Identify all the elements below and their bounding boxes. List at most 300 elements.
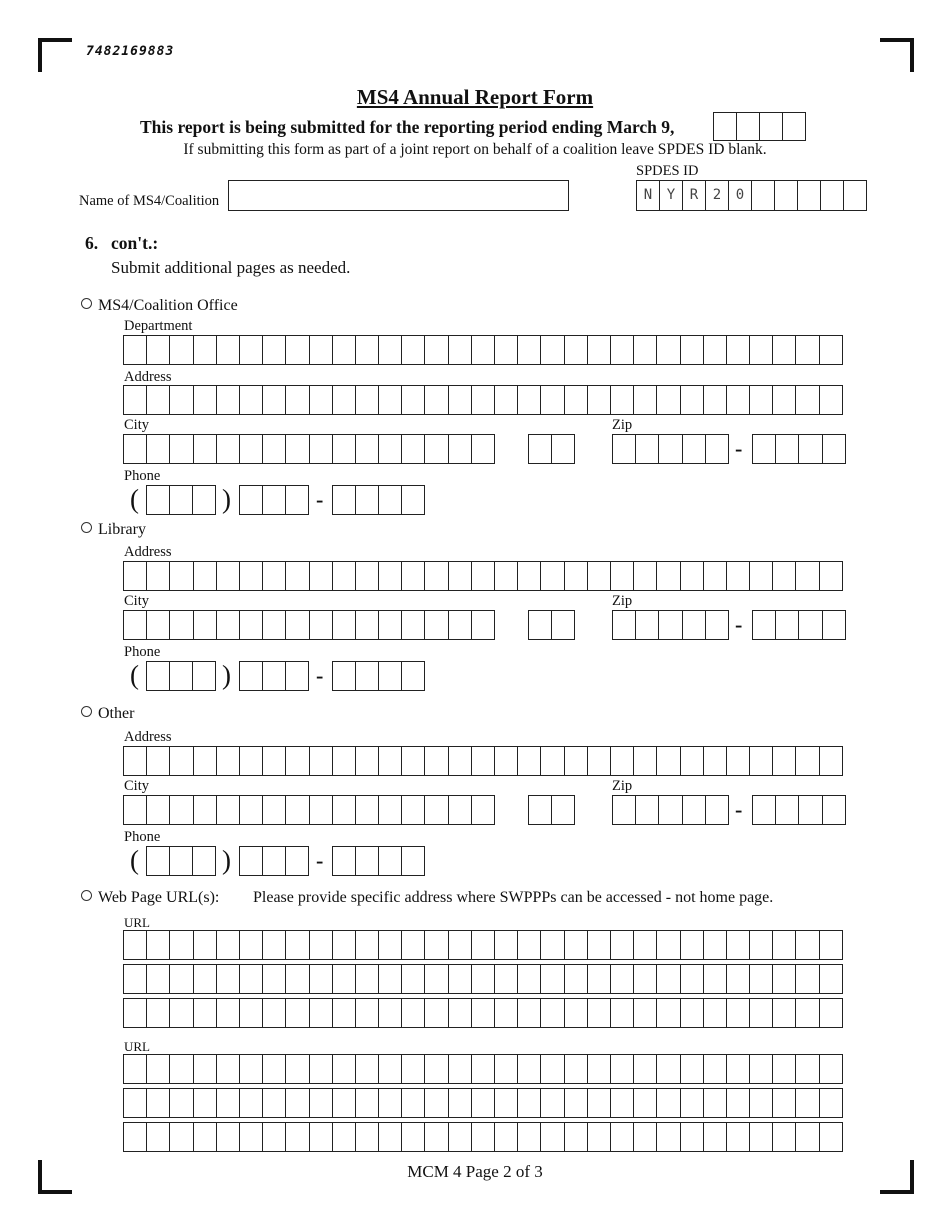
char-box[interactable] — [262, 930, 286, 960]
char-box[interactable] — [772, 1054, 796, 1084]
char-box[interactable] — [285, 998, 309, 1028]
char-box[interactable] — [401, 434, 425, 464]
char-box[interactable] — [726, 385, 750, 415]
char-box[interactable] — [146, 485, 170, 515]
char-box[interactable] — [612, 610, 636, 640]
char-box[interactable] — [262, 661, 286, 691]
char-box[interactable] — [332, 846, 356, 876]
char-box[interactable] — [819, 385, 843, 415]
char-box[interactable] — [772, 335, 796, 365]
char-box[interactable] — [332, 561, 356, 591]
char-box[interactable] — [239, 930, 263, 960]
char-box[interactable] — [656, 1088, 680, 1118]
char-box[interactable] — [169, 846, 193, 876]
char-box[interactable] — [401, 610, 425, 640]
char-box[interactable] — [749, 746, 773, 776]
char-box[interactable]: 2 — [705, 180, 729, 211]
char-box[interactable] — [355, 998, 379, 1028]
char-box[interactable] — [795, 335, 819, 365]
char-box[interactable] — [169, 964, 193, 994]
char-box[interactable] — [355, 561, 379, 591]
office-city-input[interactable] — [123, 434, 495, 464]
char-box[interactable] — [610, 930, 634, 960]
char-box[interactable] — [517, 998, 541, 1028]
char-box[interactable] — [610, 1054, 634, 1084]
char-box[interactable] — [795, 746, 819, 776]
char-box[interactable] — [772, 385, 796, 415]
char-box[interactable] — [424, 335, 448, 365]
char-box[interactable] — [378, 485, 402, 515]
char-box[interactable] — [540, 335, 564, 365]
char-box[interactable] — [239, 661, 263, 691]
other-radio[interactable] — [81, 706, 92, 717]
char-box[interactable] — [285, 1054, 309, 1084]
char-box[interactable] — [309, 561, 333, 591]
char-box[interactable] — [424, 746, 448, 776]
char-box[interactable] — [239, 1088, 263, 1118]
char-box[interactable] — [471, 795, 495, 825]
char-box[interactable] — [774, 180, 798, 211]
char-box[interactable] — [285, 1088, 309, 1118]
char-box[interactable] — [309, 610, 333, 640]
char-box[interactable] — [587, 998, 611, 1028]
char-box[interactable] — [285, 795, 309, 825]
char-box[interactable] — [798, 610, 822, 640]
char-box[interactable] — [705, 434, 729, 464]
char-box[interactable] — [285, 385, 309, 415]
char-box[interactable] — [680, 385, 704, 415]
char-box[interactable] — [819, 746, 843, 776]
char-box[interactable] — [551, 795, 575, 825]
char-box[interactable] — [820, 180, 844, 211]
char-box[interactable] — [795, 1088, 819, 1118]
char-box[interactable] — [309, 795, 333, 825]
char-box[interactable] — [378, 1088, 402, 1118]
char-box[interactable] — [658, 434, 682, 464]
char-box[interactable] — [169, 661, 193, 691]
char-box[interactable]: Y — [659, 180, 683, 211]
char-box[interactable] — [123, 964, 147, 994]
char-box[interactable] — [471, 434, 495, 464]
char-box[interactable] — [262, 1054, 286, 1084]
char-box[interactable] — [262, 964, 286, 994]
char-box[interactable] — [401, 661, 425, 691]
char-box[interactable] — [705, 610, 729, 640]
char-box[interactable] — [682, 610, 706, 640]
char-box[interactable] — [494, 1088, 518, 1118]
char-box[interactable] — [749, 1088, 773, 1118]
office-phone-prefix-input[interactable] — [239, 485, 309, 515]
char-box[interactable] — [517, 335, 541, 365]
char-box[interactable] — [703, 998, 727, 1028]
char-box[interactable] — [309, 385, 333, 415]
library-phone-line-input[interactable] — [332, 661, 425, 691]
char-box[interactable] — [424, 434, 448, 464]
char-box[interactable] — [517, 746, 541, 776]
char-box[interactable] — [332, 335, 356, 365]
char-box[interactable] — [471, 930, 495, 960]
char-box[interactable] — [123, 1054, 147, 1084]
library-option[interactable]: Library — [81, 521, 146, 539]
char-box[interactable] — [564, 964, 588, 994]
char-box[interactable] — [239, 795, 263, 825]
char-box[interactable] — [309, 930, 333, 960]
char-box[interactable] — [285, 434, 309, 464]
char-box[interactable] — [564, 561, 588, 591]
char-box[interactable] — [239, 1122, 263, 1152]
char-box[interactable] — [169, 561, 193, 591]
char-box[interactable] — [378, 964, 402, 994]
char-box[interactable] — [239, 1054, 263, 1084]
char-box[interactable] — [517, 1054, 541, 1084]
char-box[interactable] — [471, 1088, 495, 1118]
char-box[interactable] — [656, 746, 680, 776]
char-box[interactable] — [123, 335, 147, 365]
char-box[interactable] — [749, 561, 773, 591]
char-box[interactable] — [782, 112, 806, 141]
char-box[interactable] — [587, 964, 611, 994]
char-box[interactable] — [680, 746, 704, 776]
char-box[interactable] — [703, 1122, 727, 1152]
char-box[interactable] — [401, 998, 425, 1028]
char-box[interactable] — [775, 610, 799, 640]
char-box[interactable] — [680, 335, 704, 365]
char-box[interactable] — [726, 1054, 750, 1084]
char-box[interactable] — [146, 561, 170, 591]
char-box[interactable] — [587, 1122, 611, 1152]
char-box[interactable] — [656, 1122, 680, 1152]
char-box[interactable] — [680, 1088, 704, 1118]
char-box[interactable] — [610, 746, 634, 776]
char-box[interactable] — [193, 746, 217, 776]
char-box[interactable] — [635, 795, 659, 825]
library-zip-input[interactable] — [612, 610, 729, 640]
char-box[interactable] — [309, 1122, 333, 1152]
char-box[interactable] — [355, 846, 379, 876]
char-box[interactable] — [775, 795, 799, 825]
char-box[interactable] — [401, 930, 425, 960]
char-box[interactable] — [680, 930, 704, 960]
other-city-input[interactable] — [123, 795, 495, 825]
name-ms4-input[interactable] — [228, 180, 569, 211]
char-box[interactable] — [680, 998, 704, 1028]
char-box[interactable] — [262, 998, 286, 1028]
char-box[interactable] — [332, 1088, 356, 1118]
char-box[interactable] — [424, 385, 448, 415]
char-box[interactable] — [146, 335, 170, 365]
char-box[interactable] — [355, 795, 379, 825]
char-box[interactable] — [680, 1054, 704, 1084]
char-box[interactable] — [517, 385, 541, 415]
char-box[interactable] — [355, 661, 379, 691]
char-box[interactable] — [169, 335, 193, 365]
char-box[interactable] — [587, 1054, 611, 1084]
other-state-input[interactable] — [528, 795, 575, 825]
char-box[interactable] — [551, 610, 575, 640]
char-box[interactable] — [146, 1122, 170, 1152]
char-box[interactable] — [703, 964, 727, 994]
char-box[interactable] — [772, 964, 796, 994]
char-box[interactable] — [355, 1088, 379, 1118]
char-box[interactable] — [736, 112, 760, 141]
other-phone-line-input[interactable] — [332, 846, 425, 876]
char-box[interactable] — [540, 561, 564, 591]
char-box[interactable] — [749, 930, 773, 960]
char-box[interactable] — [772, 1122, 796, 1152]
char-box[interactable] — [819, 930, 843, 960]
char-box[interactable] — [772, 1088, 796, 1118]
char-box[interactable] — [355, 746, 379, 776]
char-box[interactable] — [795, 561, 819, 591]
char-box[interactable] — [797, 180, 821, 211]
web-option[interactable]: Web Page URL(s): — [81, 889, 219, 907]
char-box[interactable] — [610, 1088, 634, 1118]
char-box[interactable] — [680, 561, 704, 591]
char-box[interactable] — [285, 1122, 309, 1152]
char-box[interactable] — [378, 610, 402, 640]
char-box[interactable] — [355, 930, 379, 960]
char-box[interactable] — [332, 610, 356, 640]
char-box[interactable] — [193, 610, 217, 640]
char-box[interactable] — [540, 385, 564, 415]
char-box[interactable] — [726, 335, 750, 365]
char-box[interactable] — [656, 1054, 680, 1084]
char-box[interactable] — [332, 930, 356, 960]
char-box[interactable] — [123, 385, 147, 415]
char-box[interactable] — [587, 1088, 611, 1118]
char-box[interactable] — [424, 930, 448, 960]
char-box[interactable] — [610, 335, 634, 365]
char-box[interactable] — [795, 998, 819, 1028]
char-box[interactable] — [633, 746, 657, 776]
char-box[interactable] — [658, 795, 682, 825]
char-box[interactable] — [193, 998, 217, 1028]
char-box[interactable] — [795, 1122, 819, 1152]
char-box[interactable] — [239, 561, 263, 591]
char-box[interactable] — [448, 930, 472, 960]
char-box[interactable] — [705, 795, 729, 825]
char-box[interactable] — [355, 485, 379, 515]
char-box[interactable] — [726, 930, 750, 960]
char-box[interactable] — [564, 1122, 588, 1152]
char-box[interactable] — [193, 930, 217, 960]
char-box[interactable] — [726, 1088, 750, 1118]
char-box[interactable] — [633, 964, 657, 994]
char-box[interactable] — [169, 1088, 193, 1118]
char-box[interactable] — [494, 746, 518, 776]
char-box[interactable] — [355, 1122, 379, 1152]
char-box[interactable] — [169, 434, 193, 464]
char-box[interactable] — [169, 746, 193, 776]
char-box[interactable] — [471, 998, 495, 1028]
char-box[interactable] — [656, 385, 680, 415]
char-box[interactable] — [656, 561, 680, 591]
char-box[interactable] — [759, 112, 783, 141]
char-box[interactable] — [703, 930, 727, 960]
char-box[interactable] — [216, 998, 240, 1028]
char-box[interactable] — [123, 998, 147, 1028]
char-box[interactable] — [798, 795, 822, 825]
char-box[interactable] — [146, 1054, 170, 1084]
char-box[interactable] — [309, 434, 333, 464]
char-box[interactable] — [309, 1054, 333, 1084]
char-box[interactable] — [448, 964, 472, 994]
char-box[interactable] — [587, 930, 611, 960]
char-box[interactable] — [332, 1054, 356, 1084]
char-box[interactable] — [193, 335, 217, 365]
char-box[interactable] — [795, 385, 819, 415]
char-box[interactable] — [494, 561, 518, 591]
char-box[interactable] — [262, 434, 286, 464]
char-box[interactable] — [633, 1054, 657, 1084]
char-box[interactable] — [309, 335, 333, 365]
char-box[interactable] — [819, 561, 843, 591]
char-box[interactable] — [123, 1088, 147, 1118]
char-box[interactable] — [448, 1088, 472, 1118]
char-box[interactable] — [239, 434, 263, 464]
char-box[interactable] — [378, 661, 402, 691]
char-box[interactable] — [819, 998, 843, 1028]
char-box[interactable] — [123, 746, 147, 776]
char-box[interactable] — [192, 485, 216, 515]
char-box[interactable] — [494, 335, 518, 365]
char-box[interactable] — [332, 746, 356, 776]
char-box[interactable] — [751, 180, 775, 211]
char-box[interactable] — [528, 610, 552, 640]
char-box[interactable] — [726, 746, 750, 776]
char-box[interactable]: N — [636, 180, 660, 211]
char-box[interactable] — [262, 335, 286, 365]
char-box[interactable] — [123, 561, 147, 591]
char-box[interactable] — [703, 335, 727, 365]
char-box[interactable] — [633, 1088, 657, 1118]
char-box[interactable] — [822, 610, 846, 640]
char-box[interactable] — [355, 964, 379, 994]
char-box[interactable] — [448, 998, 472, 1028]
char-box[interactable] — [401, 385, 425, 415]
char-box[interactable] — [448, 335, 472, 365]
char-box[interactable] — [713, 112, 737, 141]
other-zip-input[interactable] — [612, 795, 729, 825]
char-box[interactable] — [262, 1122, 286, 1152]
char-box[interactable] — [216, 930, 240, 960]
char-box[interactable] — [448, 561, 472, 591]
char-box[interactable] — [146, 610, 170, 640]
char-box[interactable] — [169, 610, 193, 640]
char-box[interactable] — [123, 795, 147, 825]
char-box[interactable] — [517, 1122, 541, 1152]
char-box[interactable] — [192, 846, 216, 876]
char-box[interactable] — [564, 998, 588, 1028]
char-box[interactable] — [843, 180, 867, 211]
char-box[interactable] — [401, 335, 425, 365]
char-box[interactable] — [332, 998, 356, 1028]
char-box[interactable] — [633, 385, 657, 415]
url-2-line-1[interactable] — [123, 1054, 843, 1084]
char-box[interactable] — [517, 964, 541, 994]
office-zip4-input[interactable] — [752, 434, 846, 464]
char-box[interactable] — [752, 434, 776, 464]
char-box[interactable] — [494, 385, 518, 415]
char-box[interactable] — [262, 795, 286, 825]
char-box[interactable] — [726, 998, 750, 1028]
char-box[interactable] — [216, 434, 240, 464]
char-box[interactable] — [656, 335, 680, 365]
char-box[interactable] — [216, 335, 240, 365]
char-box[interactable] — [540, 964, 564, 994]
library-state-input[interactable] — [528, 610, 575, 640]
char-box[interactable] — [355, 1054, 379, 1084]
char-box[interactable] — [471, 385, 495, 415]
char-box[interactable] — [285, 485, 309, 515]
char-box[interactable] — [564, 930, 588, 960]
char-box[interactable] — [540, 1054, 564, 1084]
char-box[interactable] — [795, 1054, 819, 1084]
char-box[interactable] — [471, 561, 495, 591]
char-box[interactable] — [610, 964, 634, 994]
char-box[interactable] — [401, 1088, 425, 1118]
char-box[interactable] — [564, 335, 588, 365]
char-box[interactable] — [494, 998, 518, 1028]
char-box[interactable] — [146, 1088, 170, 1118]
char-box[interactable] — [564, 1054, 588, 1084]
char-box[interactable] — [656, 998, 680, 1028]
other-zip4-input[interactable] — [752, 795, 846, 825]
char-box[interactable] — [193, 1122, 217, 1152]
char-box[interactable] — [795, 930, 819, 960]
char-box[interactable] — [169, 998, 193, 1028]
char-box[interactable] — [123, 610, 147, 640]
char-box[interactable] — [332, 1122, 356, 1152]
char-box[interactable] — [332, 385, 356, 415]
char-box[interactable] — [749, 998, 773, 1028]
char-box[interactable] — [682, 434, 706, 464]
char-box[interactable] — [332, 964, 356, 994]
library-city-input[interactable] — [123, 610, 495, 640]
office-phone-area-input[interactable] — [146, 485, 216, 515]
char-box[interactable] — [610, 385, 634, 415]
char-box[interactable] — [378, 385, 402, 415]
char-box[interactable] — [262, 846, 286, 876]
char-box[interactable] — [680, 1122, 704, 1152]
char-box[interactable] — [239, 998, 263, 1028]
char-box[interactable] — [193, 795, 217, 825]
char-box[interactable] — [752, 610, 776, 640]
library-zip4-input[interactable] — [752, 610, 846, 640]
char-box[interactable] — [169, 930, 193, 960]
char-box[interactable] — [772, 998, 796, 1028]
office-radio[interactable] — [81, 298, 92, 309]
char-box[interactable] — [239, 335, 263, 365]
char-box[interactable] — [216, 746, 240, 776]
char-box[interactable] — [216, 561, 240, 591]
char-box[interactable] — [309, 998, 333, 1028]
char-box[interactable] — [703, 1054, 727, 1084]
url-1-line-1[interactable] — [123, 930, 843, 960]
char-box[interactable] — [262, 485, 286, 515]
char-box[interactable] — [424, 561, 448, 591]
char-box[interactable] — [798, 434, 822, 464]
char-box[interactable] — [285, 846, 309, 876]
other-option[interactable]: Other — [81, 705, 134, 723]
char-box[interactable] — [146, 795, 170, 825]
char-box[interactable] — [448, 610, 472, 640]
char-box[interactable] — [216, 610, 240, 640]
char-box[interactable] — [355, 434, 379, 464]
char-box[interactable] — [123, 930, 147, 960]
char-box[interactable]: 0 — [728, 180, 752, 211]
char-box[interactable] — [424, 795, 448, 825]
